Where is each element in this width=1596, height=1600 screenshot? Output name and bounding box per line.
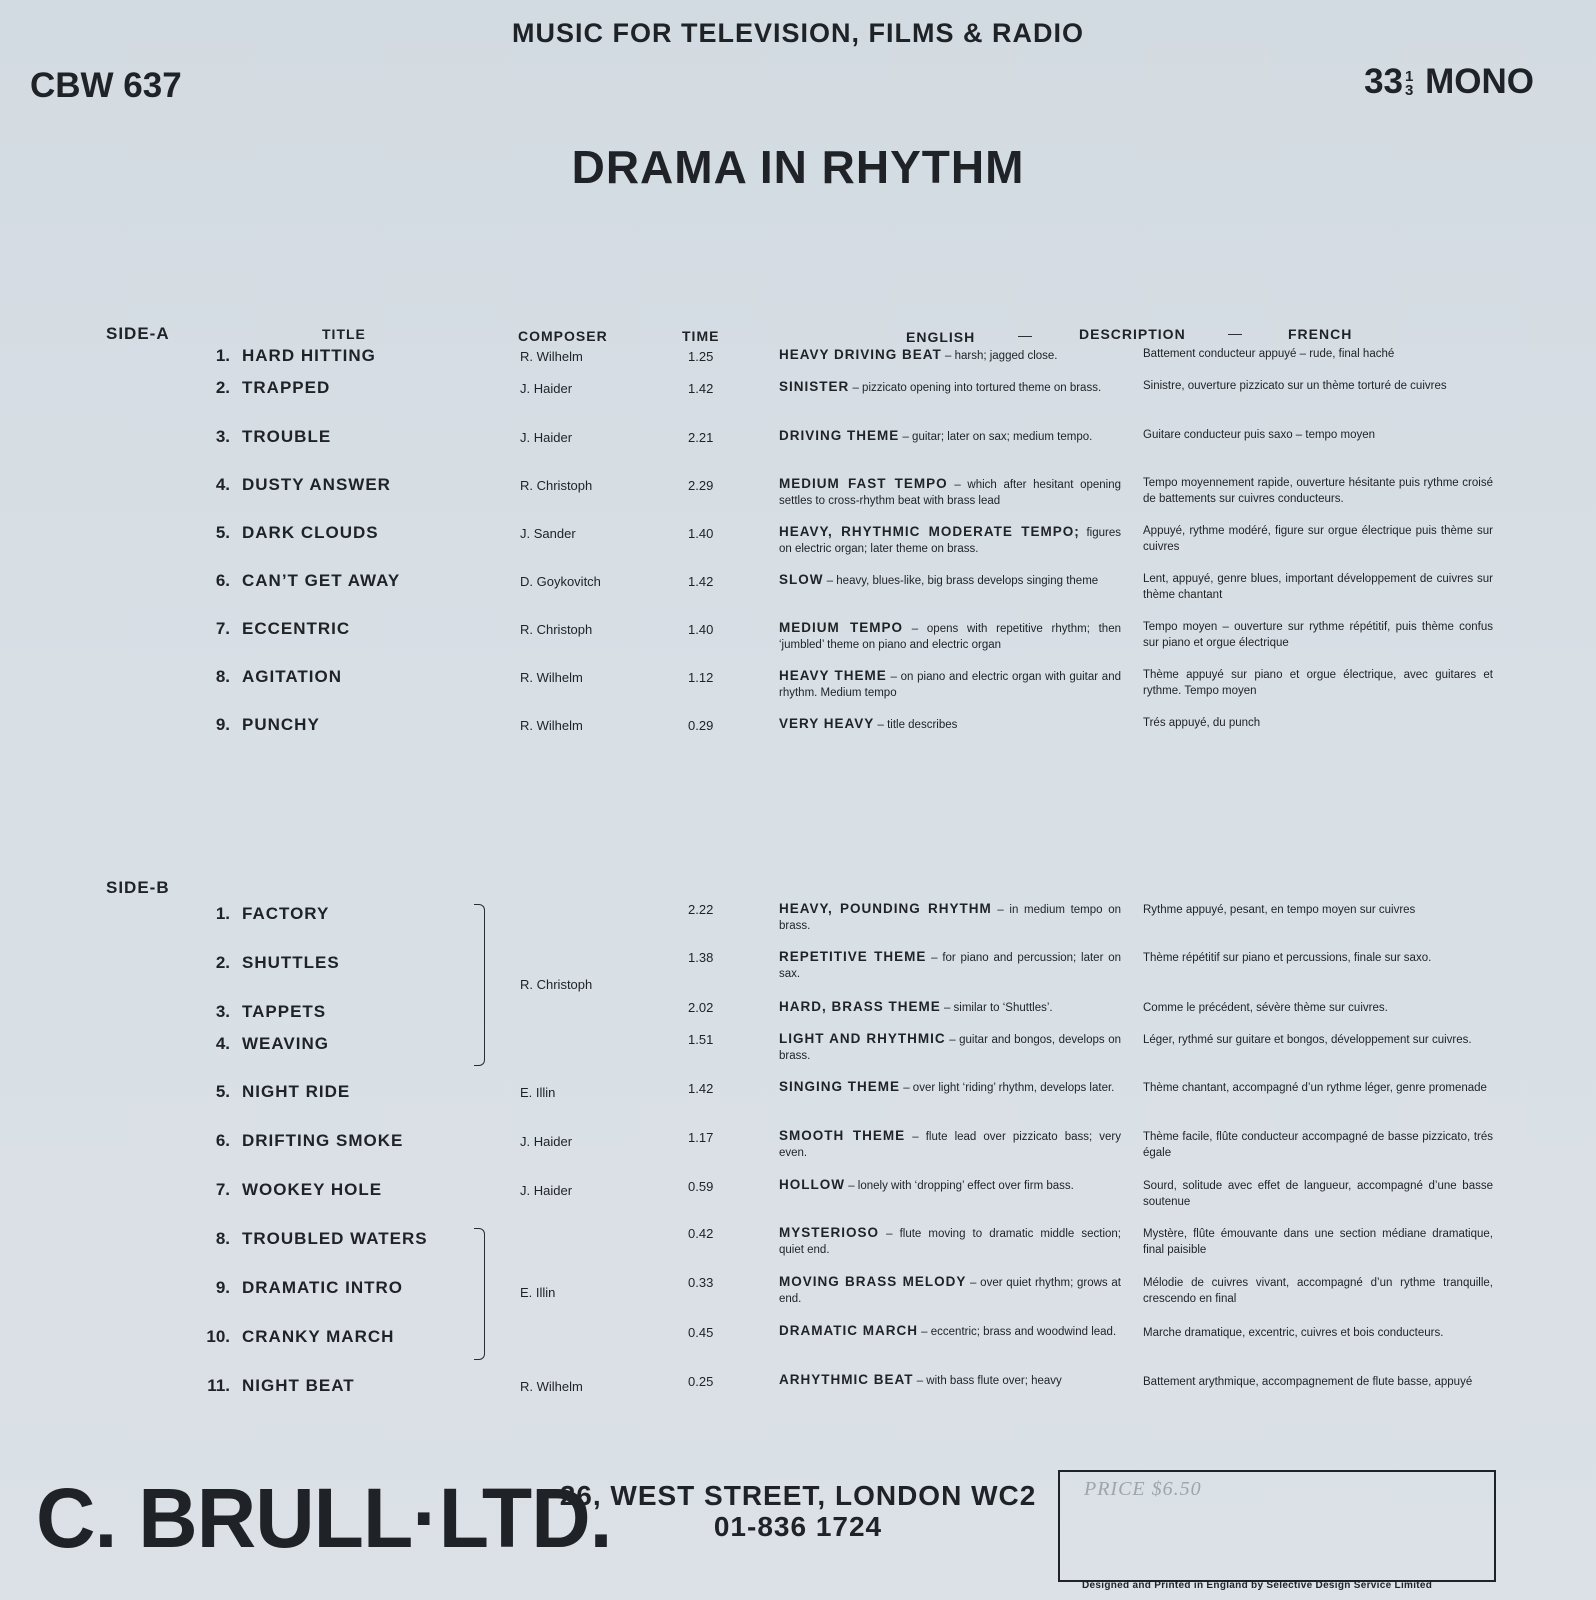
track-composer: R. Wilhelm [520, 349, 583, 364]
track-french-description: Mystère, flûte émouvante dans une section médiane dramatique, final paisible [1143, 1228, 1493, 1256]
description-text: – with bass flute over; heavy [913, 1375, 1062, 1387]
track-french-description: Thème appuyé sur piano et orgue électrique, avec guitares et rythme. Tempo moyen [1143, 669, 1493, 697]
track-french-description: Léger, rythmé sur guitare et bongos, développement sur cuivres. [1143, 1034, 1472, 1046]
column-description: DESCRIPTION [1079, 326, 1186, 342]
description-text: – similar to ‘Shuttles’. [940, 1002, 1053, 1014]
track-french-description: Thème chantant, accompagné d’un rythme léger, genre promenade [1143, 1082, 1487, 1094]
track-title: TROUBLED WATERS [242, 1229, 428, 1248]
track-composer: R. Wilhelm [520, 1379, 583, 1394]
column-time: TIME [682, 328, 720, 344]
description-text: – which after hesitant opening settles to cross-rhythm beat with brass lead [779, 479, 1122, 507]
track-number: 9. [215, 1278, 230, 1297]
description-heading: VERY HEAVY [779, 716, 875, 731]
group-composer: E. Illin [520, 1285, 556, 1300]
track-number: 3. [215, 427, 230, 446]
track-title: DARK CLOUDS [242, 523, 379, 542]
track-title: AGITATION [242, 667, 342, 686]
track-time: 1.25 [688, 349, 714, 364]
track-english-description [779, 476, 1121, 509]
track-time: 0.59 [688, 1179, 714, 1194]
track-english-description [779, 524, 1121, 557]
description-heading: HEAVY DRIVING BEAT [779, 347, 942, 362]
description-heading: REPETITIVE THEME [779, 949, 927, 964]
track-number: 4. [215, 475, 230, 494]
track-english-description [779, 901, 1121, 934]
track-number: 1. [215, 904, 230, 923]
price-box [1058, 1470, 1496, 1582]
mono-label: MONO [1425, 62, 1534, 101]
track-french-description: Rythme appuyé, pesant, en tempo moyen sur cuivres [1143, 904, 1416, 916]
track-composer: J. Haider [520, 1183, 573, 1198]
speed-whole: 33 [1364, 62, 1404, 101]
track-title: SHUTTLES [242, 953, 340, 972]
track-title: HARD HITTING [242, 346, 376, 365]
description-text: – heavy, blues-like, big brass develops singing theme [823, 575, 1099, 587]
track-french-description: Tempo moyen – ouverture sur rythme répétitif, puis thème confus sur piano et orgue électrique [1143, 621, 1493, 649]
description-text: figures on electric organ; later theme on brass. [779, 527, 1121, 555]
speed-format [1364, 62, 1534, 102]
description-heading: HARD, BRASS THEME [779, 999, 941, 1014]
track-title: CAN’T GET AWAY [242, 571, 401, 590]
track-french-description: Appuyé, rythme modéré, figure sur orgue électrique puis thème sur cuivres [1143, 525, 1493, 553]
track-english-description [779, 716, 1121, 733]
description-text: – pizzicato opening into tortured theme on brass. [849, 382, 1102, 394]
track-time: 1.40 [688, 622, 714, 637]
print-credit: Designed and Printed in England by Selective Design Service Limited [1082, 1580, 1433, 1591]
description-heading: SINISTER [779, 379, 850, 394]
track-french-description: Sinistre, ouverture pizzicato sur un thème torturé de cuivres [1143, 380, 1447, 392]
track-time: 1.12 [688, 670, 714, 685]
speed-denominator: 3 [1405, 81, 1414, 99]
track-english-description [779, 1031, 1121, 1064]
track-number: 8. [215, 1229, 230, 1248]
track-number: 7. [215, 619, 230, 638]
column-dash-2: — [1228, 325, 1242, 341]
track-english-description [779, 1225, 1121, 1258]
track-time: 0.33 [688, 1275, 714, 1290]
track-english-description [779, 949, 1121, 982]
track-number: 2. [215, 953, 230, 972]
track-time: 2.21 [688, 430, 714, 445]
description-text: – eccentric; brass and woodwind lead. [917, 1326, 1117, 1338]
track-english-description [779, 1274, 1121, 1307]
track-composer: R. Christoph [520, 478, 593, 493]
track-french-description: Thème facile, flûte conducteur accompagné de basse pizzicato, trés égale [1143, 1131, 1493, 1159]
track-title: NIGHT RIDE [242, 1082, 351, 1101]
track-time: 2.22 [688, 902, 714, 917]
description-heading: HEAVY, POUNDING RHYTHM [779, 901, 992, 916]
description-heading: HOLLOW [779, 1177, 845, 1192]
description-heading: ARHYTHMIC BEAT [779, 1372, 914, 1387]
speed-fraction [1405, 67, 1414, 99]
track-title: CRANKY MARCH [242, 1327, 395, 1346]
description-heading: SINGING THEME [779, 1079, 901, 1094]
track-number: 11. [207, 1376, 230, 1395]
track-french-description: Battement arythmique, accompagnement de flute basse, appuyé [1143, 1376, 1473, 1388]
phone-number: 01-836 1724 [713, 1511, 883, 1542]
description-heading: MEDIUM FAST TEMPO [779, 476, 948, 491]
track-number: 7. [215, 1180, 230, 1199]
description-text: – flute lead over pizzicato bass; very even. [779, 1131, 1121, 1159]
track-time: 1.51 [688, 1032, 714, 1047]
track-french-description: Battement conducteur appuyé – rude, final haché [1143, 348, 1395, 360]
track-composer: J. Haider [520, 1134, 573, 1149]
track-time: 1.42 [688, 1081, 714, 1096]
description-heading: HEAVY THEME [779, 668, 887, 683]
description-heading: DRIVING THEME [779, 428, 900, 443]
track-title: DUSTY ANSWER [242, 475, 391, 494]
track-english-description [779, 1177, 1121, 1194]
track-title: FACTORY [242, 904, 330, 923]
track-time: 0.29 [688, 718, 714, 733]
track-composer: J. Haider [520, 381, 573, 396]
track-english-description [779, 1079, 1121, 1096]
track-french-description: Mélodie de cuivres vivant, accompagné d’un rythme tranquille, crescendo en final [1143, 1277, 1493, 1305]
track-french-description: Trés appuyé, du punch [1143, 717, 1261, 729]
track-number: 3. [215, 1002, 230, 1021]
description-text: – over quiet rhythm; grows at end. [779, 1277, 1121, 1305]
description-text: – on piano and electric organ with guitar and rhythm. Medium tempo [779, 671, 1121, 699]
track-title: WOOKEY HOLE [242, 1180, 383, 1199]
description-text: – in medium tempo on brass. [779, 904, 1122, 932]
track-time: 0.25 [688, 1374, 714, 1389]
track-composer: D. Goykovitch [520, 574, 601, 589]
description-heading: LIGHT AND RHYTHMIC [779, 1031, 946, 1046]
track-french-description: Lent, appuyé, genre blues, important développement de cuivres sur thème chantant [1143, 573, 1493, 601]
track-english-description [779, 572, 1121, 589]
track-time: 1.42 [688, 381, 714, 396]
track-time: 2.29 [688, 478, 714, 493]
description-heading: HEAVY, RHYTHMIC MODERATE TEMPO; [779, 524, 1080, 539]
track-english-description [779, 379, 1121, 396]
track-number: 6. [215, 1131, 230, 1150]
publisher-address [548, 1480, 1048, 1542]
description-text: – for piano and percussion; later on sax. [779, 952, 1121, 980]
track-english-description [779, 999, 1121, 1016]
track-title: DRAMATIC INTRO [242, 1278, 403, 1297]
description-heading: SMOOTH THEME [779, 1128, 906, 1143]
description-heading: MEDIUM TEMPO [779, 620, 904, 635]
track-english-description [779, 347, 1121, 364]
track-composer: E. Illin [520, 1085, 556, 1100]
track-title: TAPPETS [242, 1002, 327, 1021]
catalogue-number: CBW 637 [30, 66, 182, 105]
track-composer: R. Wilhelm [520, 670, 583, 685]
track-number: 4. [215, 1034, 230, 1053]
speed-numerator: 1 [1405, 67, 1414, 85]
price-stamp: PRICE $6.50 [1084, 1478, 1202, 1500]
description-text: – guitar and bongos, develops on brass. [779, 1034, 1121, 1062]
track-number: 5. [215, 523, 230, 542]
track-number: 5. [215, 1082, 230, 1101]
composer-group-bracket [474, 904, 485, 1066]
track-number: 10. [206, 1327, 230, 1346]
publisher-logo: C. BRULL·LTD. [36, 1471, 612, 1565]
track-number: 1. [215, 346, 230, 365]
composer-group-bracket [474, 1228, 485, 1360]
column-composer: COMPOSER [518, 328, 608, 344]
track-french-description: Tempo moyennement rapide, ouverture hésitante puis rythme croisé de battements sur cuivres conducteurs. [1143, 477, 1493, 505]
description-heading: MYSTERIOSO [779, 1225, 880, 1240]
side-b-label: SIDE-B [106, 878, 170, 897]
side-a-label: SIDE-A [106, 324, 170, 343]
column-dash-1: — [1018, 327, 1032, 343]
track-number: 6. [215, 571, 230, 590]
description-text: – lonely with ‘dropping’ effect over firm bass. [845, 1180, 1074, 1192]
description-text: – over light ‘riding’ rhythm, develops later. [900, 1082, 1115, 1094]
description-heading: MOVING BRASS MELODY [779, 1274, 967, 1289]
track-title: PUNCHY [242, 715, 320, 734]
track-time: 1.38 [688, 950, 714, 965]
description-text: – guitar; later on sax; medium tempo. [899, 431, 1093, 443]
track-title: WEAVING [242, 1034, 329, 1053]
track-number: 2. [215, 378, 230, 397]
series-heading: MUSIC FOR TELEVISION, FILMS & RADIO [511, 18, 1084, 48]
track-english-description [779, 1128, 1121, 1161]
track-composer: J. Sander [520, 526, 576, 541]
track-time: 1.17 [688, 1130, 714, 1145]
track-french-description: Thème répétitif sur piano et percussions, finale sur saxo. [1143, 952, 1432, 964]
description-text: – opens with repetitive rhythm; then ‘jumbled’ theme on piano and electric organ [779, 623, 1121, 651]
description-heading: DRAMATIC MARCH [779, 1323, 918, 1338]
track-time: 0.45 [688, 1325, 714, 1340]
track-time: 2.02 [688, 1000, 714, 1015]
track-time: 0.42 [688, 1226, 714, 1241]
track-time: 1.42 [688, 574, 714, 589]
track-composer: R. Wilhelm [520, 718, 583, 733]
track-english-description [779, 428, 1121, 445]
column-english: ENGLISH [906, 329, 976, 345]
track-french-description: Comme le précédent, sévère thème sur cuivres. [1143, 1002, 1388, 1014]
track-composer: J. Haider [520, 430, 573, 445]
track-title: NIGHT BEAT [242, 1376, 355, 1395]
description-text: – harsh; jagged close. [941, 350, 1058, 362]
track-composer: R. Christoph [520, 622, 593, 637]
column-title: TITLE [322, 326, 366, 342]
track-english-description [779, 668, 1121, 701]
description-text: – flute moving to dramatic middle section; quiet end. [779, 1228, 1121, 1256]
track-french-description: Sourd, solitude avec effet de langueur, accompagné d’une basse soutenue [1143, 1180, 1493, 1208]
address-line: 26, WEST STREET, LONDON WC2 [559, 1480, 1037, 1511]
track-number: 9. [215, 715, 230, 734]
track-title: DRIFTING SMOKE [242, 1131, 404, 1150]
group-composer: R. Christoph [520, 977, 593, 992]
track-time: 1.40 [688, 526, 714, 541]
track-english-description [779, 1372, 1121, 1389]
track-french-description: Marche dramatique, excentric, cuivres et bois conducteurs. [1143, 1327, 1444, 1339]
track-title: TROUBLE [242, 427, 332, 446]
track-english-description [779, 620, 1121, 653]
column-french: FRENCH [1288, 326, 1353, 342]
track-number: 8. [215, 667, 230, 686]
album-title: DRAMA IN RHYTHM [571, 141, 1025, 193]
track-title: TRAPPED [242, 378, 331, 397]
track-english-description [779, 1323, 1121, 1340]
description-text: – title describes [874, 719, 958, 731]
track-french-description: Guitare conducteur puis saxo – tempo moyen [1143, 429, 1376, 441]
description-heading: SLOW [779, 572, 824, 587]
track-title: ECCENTRIC [242, 619, 351, 638]
